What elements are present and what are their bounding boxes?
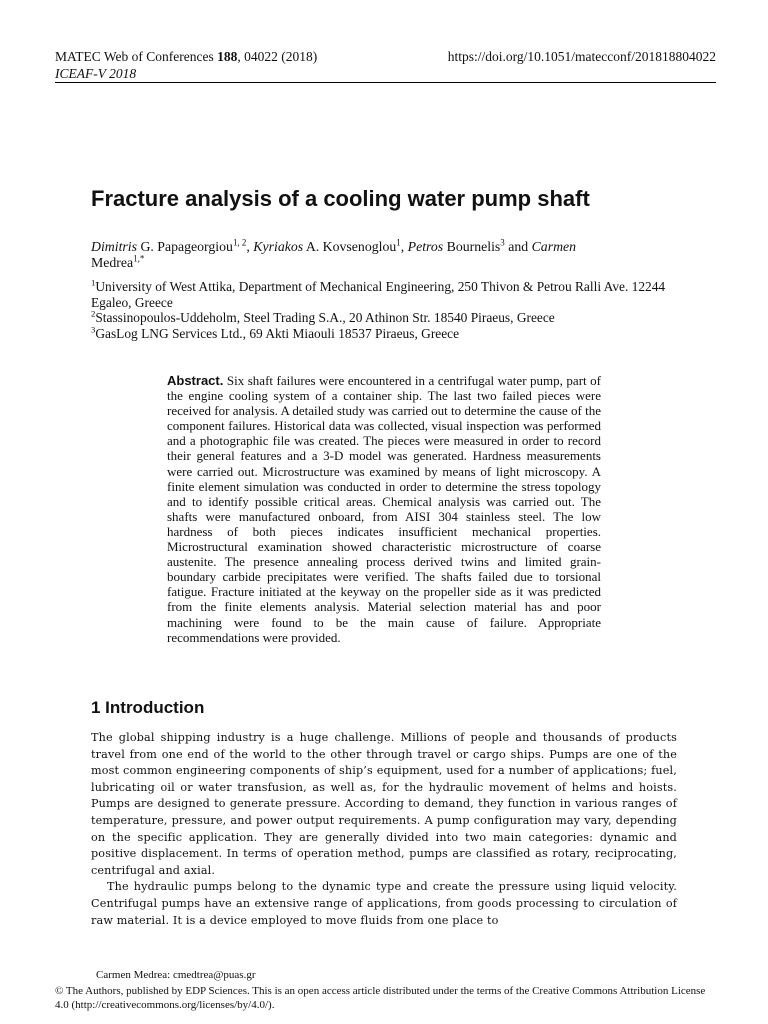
abstract-label: Abstract. <box>167 373 224 388</box>
author-2-last: A. Kovsenoglou <box>303 239 397 254</box>
affiliation-2-text: Stassinopoulos-Uddeholm, Steel Trading S.A., 20 Athinon Str. 18540 Piraeus, Greece <box>95 310 555 325</box>
author-3-first: Petros <box>407 239 444 254</box>
affiliation-1-text: University of West Attika, Department of Mechanical Engineering, 250 Thivon & Petrou Ralli Ave. 12244 Egaleo, Greece <box>91 279 666 310</box>
section-heading: 1 Introduction <box>91 698 205 717</box>
author-1-sup: 1, 2 <box>232 237 247 248</box>
paragraph-2: The hydraulic pumps belong to the dynamic type and create the pressure using liquid velocity. Centrifugal pumps have an extensive range of applications, from goods processing to circulation of raw material. It is a device employed to move fluids from one place to <box>91 880 677 927</box>
section-body <box>91 730 677 929</box>
author-separator: , <box>246 239 254 254</box>
running-header <box>55 48 716 82</box>
affiliation-3-text: GasLog LNG Services Ltd., 69 Akti Miaouli 18537 Piraeus, Greece <box>95 325 460 341</box>
license-note: © The Authors, published by EDP Sciences. This is an open access article distributed under the terms of the Creative Commons Attribution License 4.0 (http://creativecommons.org/licenses/by/4.0/). <box>55 985 706 1011</box>
author-3-sup: 3 <box>500 237 505 248</box>
abstract <box>167 373 601 645</box>
affiliation-2-sup: 2 <box>91 308 96 319</box>
affiliation-1 <box>91 279 691 310</box>
author-2-first: Kyriakos <box>253 239 304 254</box>
author-4-last: Medrea <box>91 255 134 270</box>
author-and: and <box>504 239 532 254</box>
author-1-last: G. Papageorgiou <box>137 239 233 254</box>
affiliation-3-sup: 3 <box>91 324 96 335</box>
author-1-first: Dimitris <box>91 239 137 254</box>
author-4-first: Carmen <box>531 239 577 254</box>
author-4-sup: 1,* <box>133 253 145 264</box>
author-3-last: Bournelis <box>443 239 501 254</box>
author-2-sup: 1 <box>396 237 401 248</box>
journal-prefix: MATEC Web of Conferences <box>55 49 218 64</box>
affiliation-3 <box>91 326 691 342</box>
affiliations <box>91 279 691 341</box>
paragraph-1: The global shipping industry is a huge challenge. Millions of people and thousands of products travel from one end of the world to the other through travel or cargo ships. Pumps are one of the most common engineering components of ship’s equipment, used for a number of applications; fuel, lubricating oil or water transfusion, as well as, for the hydraulic movement of helms and hoists. Pumps are designed to generate pressure. According to demand, they function in various ranges of temperature, pressure, and power output requirements. A pump configuration may vary, depending on the specific application. They are generally divided into two main categories: dynamic and positive displacement. In terms of operation method, pumps are classified as rotary, reciprocating, centrifugal and axial. <box>91 731 677 877</box>
author-separator: , <box>400 239 408 254</box>
journal-volume: 188 <box>217 49 238 64</box>
journal-pages: , 04022 (2018) <box>237 49 318 64</box>
affiliation-1-sup: 1 <box>91 277 96 288</box>
doi-link[interactable]: https://doi.org/10.1051/matecconf/201818804022 <box>447 49 716 64</box>
paper-title: Fracture analysis of a cooling water pump shaft <box>91 186 590 211</box>
conference-name: ICEAF-V 2018 <box>55 66 137 81</box>
author-list <box>91 239 691 271</box>
header-rule <box>55 82 716 83</box>
affiliation-2 <box>91 310 691 326</box>
corresponding-author-note: Carmen Medrea: cmedtrea@puas.gr <box>96 969 256 981</box>
abstract-text: Six shaft failures were encountered in a centrifugal water pump, part of the engine cooling system of a container ship. The last two failed pieces were received for analysis. A detailed study was carried out to determine the cause of the component failures. Historical data was collected, visual inspection was performed and a photographic file was created. The pieces were measured in order to record their general features and a 3-D model was generated. Hardness measurements were carried out. Microstructure was examined by means of light microscopy. A finite element simulation was conducted in order to determine the stress topology and to identify possible critical areas. Chemical analysis was carried out. The shafts were manufactured onboard, from AISI 304 stainless steel. The low hardness of both pieces indicates insufficient mechanical properties. Microstructural examination showed characteristic microstructure of coarse austenite. The presence annealing process derived twins and limited grain-boundary carbide precipitates were verified. The shafts failed due to torsional fatigue. Fracture initiated at the keyway on the propeller side as it was predicted from the finite elements analysis. Material selection material has and poor machining were found to be the main cause of failure. Appropriate recommendations were provided. <box>167 373 601 645</box>
